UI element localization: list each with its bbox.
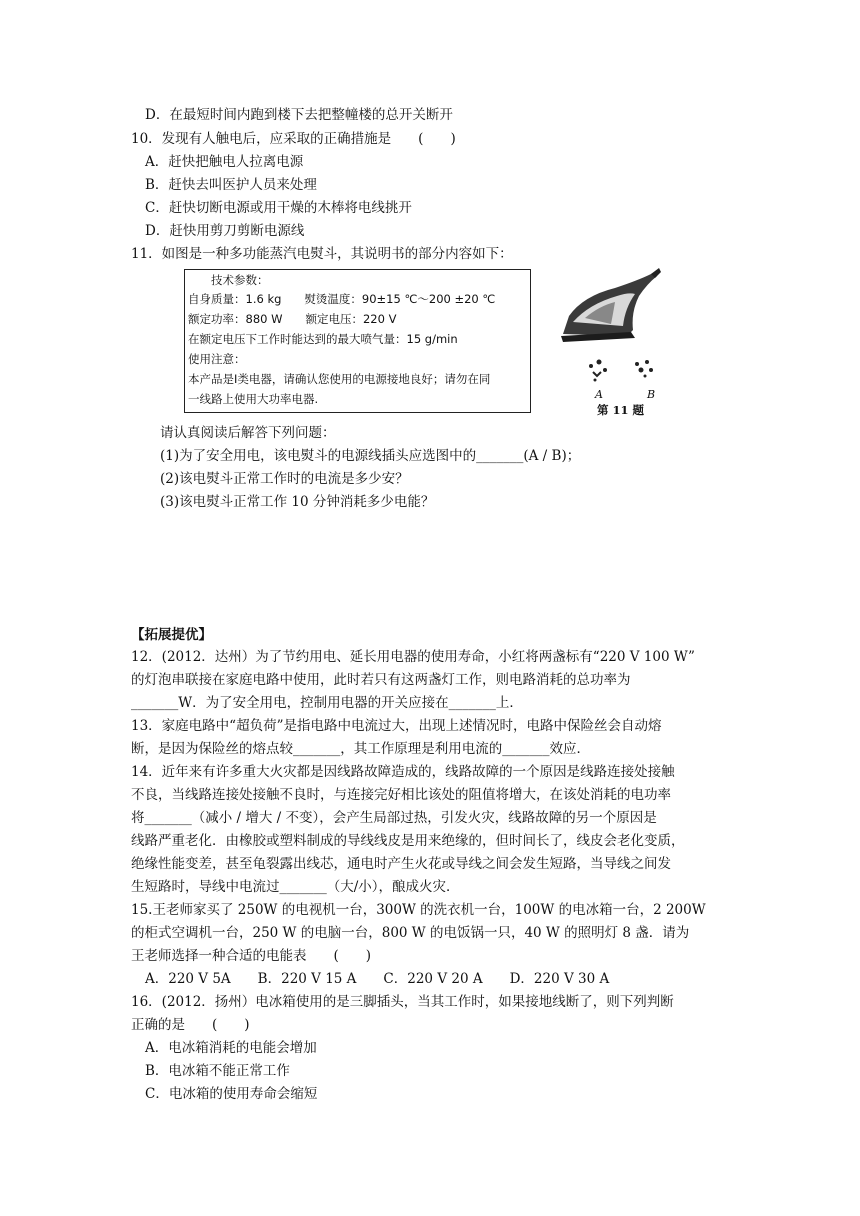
q11-sub-1: (1)为了安全用电，该电熨斗的电源线插头应选图中的_______(A / B)；: [160, 448, 581, 464]
q14-line: 线路严重老化．由橡胶或塑料制成的导线线皮是用来绝缘的，但时间长了，线皮会老化变质，: [131, 833, 685, 849]
q12-line: _______W．为了安全用电，控制用电器的开关应接在_______上．: [131, 695, 523, 711]
plug-b-icon: [635, 360, 653, 378]
spec-line: 额定功率：880 W 额定电压：220 V: [188, 312, 397, 326]
q11-sub-2: (2)该电熨斗正常工作时的电流是多少安？: [160, 471, 409, 487]
figure-label-a: A: [595, 388, 603, 401]
q10-option-a: A．赶快把触电人拉离电源: [145, 154, 304, 170]
q15-line: 王老师选择一种合适的电能表 ( ): [131, 948, 372, 964]
steam-iron-figure: [555, 266, 670, 426]
q12-line: 的灯泡串联接在家庭电路中使用，此时若只有这两盏灯工作，则电路消耗的总功率为: [131, 672, 631, 688]
spec-line: 技术参数：: [188, 273, 269, 287]
spec-line: 一线路上使用大功率电器.: [188, 392, 319, 406]
q13-line: 13．家庭电路中“超负荷”是指电路中电流过大，出现上述情况时，电路中保险丝会自动熔: [131, 718, 662, 734]
section-title: 【拓展提优】: [131, 627, 212, 643]
q10-option-b: B．赶快去叫医护人员来处理: [145, 177, 317, 193]
spec-line: 使用注意：: [188, 352, 246, 366]
plug-a-icon: [589, 360, 607, 382]
spec-line: 在额定电压下工作时能达到的最大喷气量：15 g/min: [188, 332, 458, 346]
spec-line: 自身质量：1.6 kg 熨烫温度：90±15 ℃～200 ±20 ℃: [188, 292, 496, 306]
q9-option-d: D．在最短时间内跑到楼下去把整幢楼的总开关断开: [145, 107, 453, 123]
q15-line: 15.王老师家买了 250W 的电视机一台，300W 的洗衣机一台，100W 的电冰箱一台，2 200W: [131, 902, 706, 918]
figure-label-b: B: [647, 388, 656, 401]
q16-option-a: A．电冰箱消耗的电能会增加: [145, 1040, 317, 1056]
q11-stem: 11．如图是一种多功能蒸汽电熨斗，其说明书的部分内容如下：: [131, 246, 513, 262]
q14-line: 14．近年来有许多重大火灾都是因线路故障造成的，线路故障的一个原因是线路连接处接触: [131, 764, 675, 780]
q10-option-c: C．赶快切断电源或用干燥的木棒将电线挑开: [145, 200, 412, 216]
q16-line: 16．(2012．扬州）电冰箱使用的是三脚插头，当其工作时，如果接地线断了，则下列判断: [131, 994, 674, 1010]
spec-line: 本产品是Ⅰ类电器，请确认您使用的电源接地良好；请勿在同: [188, 372, 491, 386]
q16-line: 正确的是 ( ): [131, 1017, 250, 1033]
spec-table: [184, 269, 531, 413]
q14-line: 生短路时，导线中电流过_______（大/小），酿成火灾．: [131, 879, 460, 895]
q14-line: 将_______（减小 / 增大 / 不变），会产生局部过热，引发火灾，线路故障的另一个原因是: [131, 810, 657, 826]
q16-option-b: B．电冰箱不能正常工作: [145, 1063, 290, 1079]
q15-options: A．220 V 5A B．220 V 15 A C．220 V 20 A D．220 V 30 A: [145, 971, 610, 987]
q10-stem: 10．发现有人触电后，应采取的正确措施是 ( ): [131, 131, 456, 147]
q12-line: 12．(2012．达州）为了节约用电、延长用电器的使用寿命，小红将两盏标有“220 V 100 W”: [131, 649, 695, 665]
q15-line: 的柜式空调机一台，250 W 的电脑一台，800 W 的电饭锅一只，40 W 的照明灯 8 盏．请为: [131, 925, 690, 941]
q13-line: 断，是因为保险丝的熔点较_______，其工作原理是利用电流的_______效应．: [131, 741, 590, 757]
q10-option-d: D．赶快用剪刀剪断电源线: [145, 223, 305, 239]
q11-intro: 请认真阅读后解答下列问题：: [160, 425, 336, 441]
q16-option-c: C．电冰箱的使用寿命会缩短: [145, 1086, 318, 1102]
q14-line: 不良，当线路连接处接触不良时，与连接完好相比该处的阻值将增大，在该处消耗的电功率: [131, 787, 671, 803]
figure-caption: 第 11 题: [597, 403, 645, 417]
q11-sub-3: (3)该电熨斗正常工作 10 分钟消耗多少电能？: [160, 494, 435, 510]
q14-line: 绝缘性能变差，甚至龟裂露出线芯，通电时产生火花或导线之间会发生短路，当导线之间发: [131, 856, 671, 872]
